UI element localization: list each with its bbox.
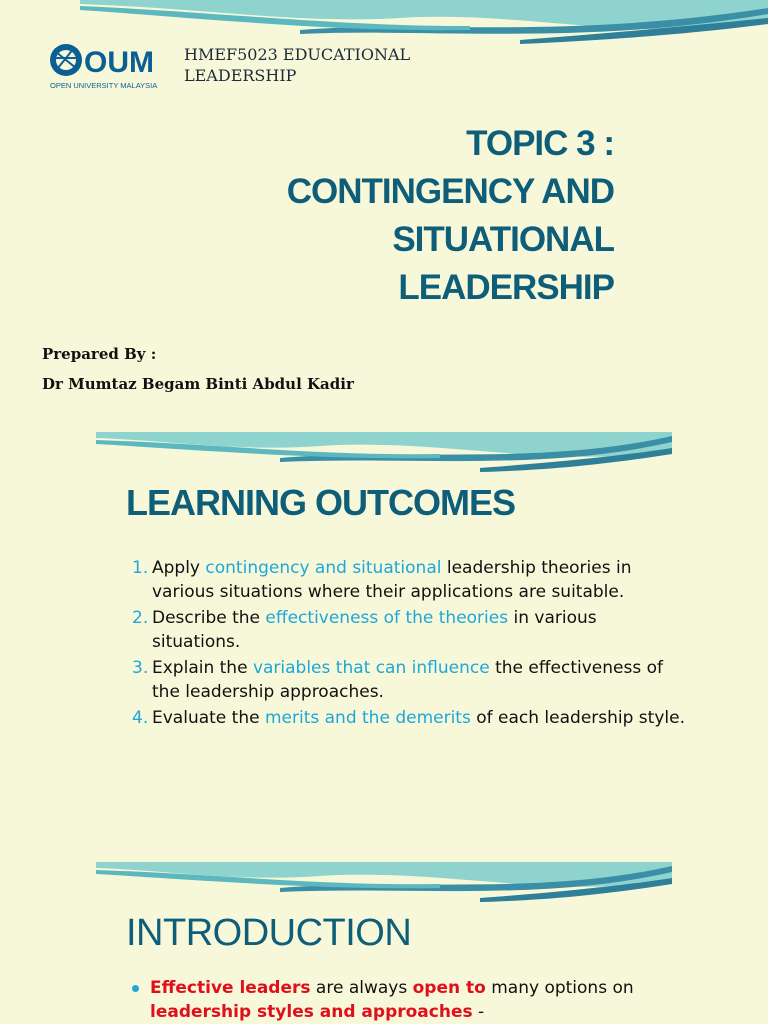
svg-text:OUM: OUM bbox=[84, 46, 154, 79]
wave-decoration bbox=[0, 430, 768, 490]
list-item: Effective leaders are always open to many options on leadership styles and approaches - bbox=[132, 976, 652, 1024]
intro-list bbox=[132, 976, 652, 1024]
introduction-slide bbox=[0, 860, 768, 1024]
author-name: Dr Mumtaz Begam Binti Abdul Kadir bbox=[42, 375, 354, 393]
list-item: 1. Apply contingency and situational leadership theories in various situations where their applications are suitable. bbox=[132, 558, 632, 602]
wave-decoration bbox=[0, 860, 768, 920]
oum-logo bbox=[48, 40, 178, 92]
outcomes-list bbox=[126, 556, 686, 732]
svg-text:OPEN UNIVERSITY MALAYSIA: OPEN UNIVERSITY MALAYSIA bbox=[50, 81, 158, 90]
title-slide bbox=[0, 0, 768, 420]
bullet-icon bbox=[132, 985, 139, 992]
author-label: Prepared By : bbox=[42, 345, 157, 363]
list-item: 4. Evaluate the merits and the demerits of each leadership style. bbox=[132, 708, 685, 728]
list-item: 2. Describe the effectiveness of the theories in various situations. bbox=[132, 608, 597, 652]
topic-title: TOPIC 3 : CONTINGENCY AND SITUATIONAL LEADERSHIP bbox=[286, 124, 614, 307]
course-title: HMEF5023 EDUCATIONAL LEADERSHIP bbox=[184, 45, 411, 85]
list-item: 3. Explain the variables that can influence the effectiveness of the leadership approaches. bbox=[132, 658, 664, 702]
learning-outcomes-slide bbox=[0, 430, 768, 840]
learning-outcomes-heading: LEARNING OUTCOMES bbox=[126, 482, 516, 523]
introduction-heading: INTRODUCTION bbox=[126, 912, 412, 954]
author-info bbox=[42, 339, 354, 399]
